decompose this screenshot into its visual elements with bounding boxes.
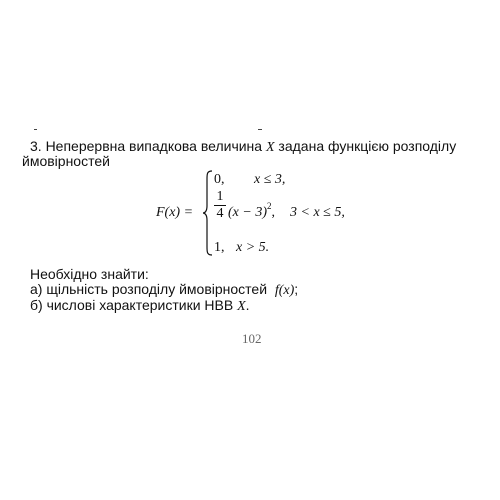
problem-text: ймовірностей <box>22 153 110 169</box>
formula-case-3-condition: x > 5. <box>236 240 270 255</box>
page-number: 102 <box>242 331 262 346</box>
case-value: 0, <box>214 172 225 187</box>
fraction-numerator: 1 <box>216 189 224 204</box>
task-a: а) щільність розподілу ймовірностей f(x); <box>30 281 299 298</box>
distribution-function-formula <box>156 168 476 268</box>
case-value: 1, <box>214 240 225 255</box>
random-variable: X <box>237 299 246 314</box>
task-b: б) числові характеристики НВВ X. <box>30 297 250 314</box>
problem-text: 3. Неперервна випадкова величина <box>30 138 266 154</box>
scan-artifact-mark <box>258 129 262 130</box>
formula-case-1 <box>214 172 225 188</box>
formula-case-2-condition: 3 < x ≤ 5, <box>290 205 345 220</box>
scan-artifact-mark <box>34 129 37 130</box>
problem-statement-line-2 <box>22 153 110 169</box>
formula-case-2-expression: $(x - 3)^2$, <box>228 201 275 220</box>
fraction-one-quarter <box>214 190 226 221</box>
exponent: 2 <box>267 201 272 211</box>
problem-text: задана функцією розподілу <box>274 138 457 154</box>
formula-case-3 <box>214 240 225 256</box>
formula-case-1-condition: x ≤ 3, <box>254 172 286 187</box>
left-brace-icon <box>202 170 214 256</box>
formula-lhs: F(x) = <box>156 205 194 220</box>
density-function: f(x) <box>274 283 295 298</box>
random-variable: X <box>265 140 275 155</box>
tasks-heading: Необхідно знайти: <box>30 266 149 282</box>
fraction-denominator: 4 <box>216 206 224 221</box>
